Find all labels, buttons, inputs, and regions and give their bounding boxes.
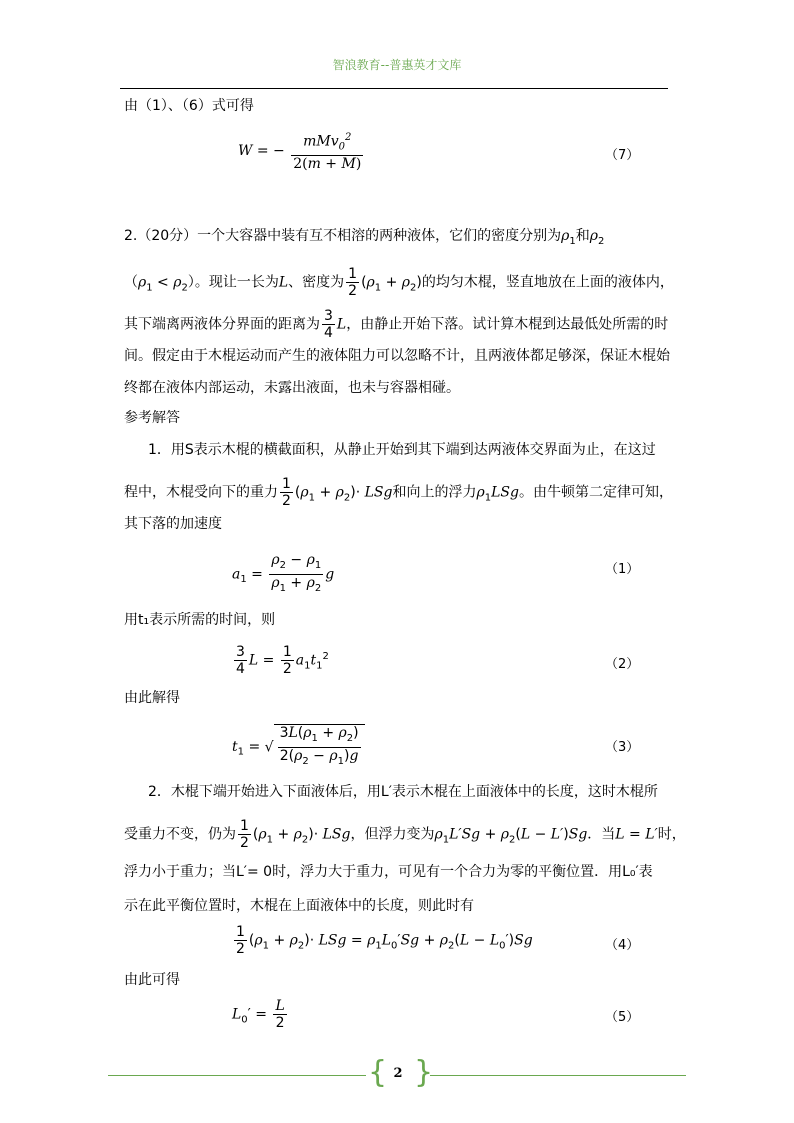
section1-line-2: 程中，木棍受向下的重力 $\frac{1}{2}$ $(\rho_1 + \rho_2)\cdot$ LSg和向上的浮力$\rho_1LSg$。由牛顿第二定律可知， [124, 476, 673, 509]
equation-3-number: （3） [605, 740, 640, 755]
problem-line-1: 2.（20分）一个大容器中装有互不相溶的两种液体，它们的密度分别为$\rho_1$和$\rho_2$ [124, 228, 605, 247]
problem-line-5: 终都在液体内部运动，未露出液面，也未与容器相碰。 [124, 380, 460, 396]
equation-7-number: （7） [605, 148, 640, 163]
footer-bracket-left: { [368, 1055, 388, 1090]
header-rule [120, 88, 668, 89]
answer-heading: 参考解答 [124, 410, 180, 426]
equation-4-number: （4） [605, 938, 640, 953]
problem-line-2: $(\rho_1 < \rho_2)$。现让一长为L、密度为 $\frac{1}{2}$ $(\rho_1 + \rho_2)$的均匀木棍，竖直地放在上面的液体内， [124, 266, 674, 299]
footer-bracket-right: } [414, 1055, 434, 1090]
equation-2: $\frac{3}{4}$ L = $\frac{1}{2}$ $a_1t_1^2$ [236, 644, 329, 677]
equation-1-number: （1） [605, 562, 640, 577]
footer-rule-left [108, 1075, 366, 1076]
hence-text: 由此可得 [124, 972, 180, 988]
solve-text: 由此解得 [124, 690, 180, 706]
equation-5: $L_0'$ = $\frac{L}{2}$ [232, 998, 285, 1031]
section2-line-3: 浮力小于重力；当L′= 0时，浮力大于重力，可见有一个合力为零的平衡位置．用L₀′表 [124, 864, 653, 880]
section1-line-3: 其下落的加速度 [124, 516, 222, 532]
equation-3: $t_1$ = √ $\frac{3L(\rho_1 + \rho_2)}{2(\rho_2 - \rho_1)g}$ [232, 724, 365, 770]
section2-line-4: 示在此平衡位置时，木棍在上面液体中的长度，则此时有 [124, 898, 474, 914]
equation-4: $\frac{1}{2}$ $(\rho_1 + \rho_2)\cdot$ LSg = $\rho_1L_0'Sg + \rho_2(L - L_0')Sg$ [236, 924, 533, 957]
section2-line-1: 2．木棍下端开始进入下面液体后，用L′表示木棍在上面液体中的长度，这时木棍所 [148, 784, 658, 800]
section2-line-2: 受重力不变，仍为 $\frac{1}{2}$ $(\rho_1 + \rho_2)\cdot$ LSg，但浮力变为$\rho_1L'Sg + \rho_2(L - L')Sg$．当L = L′时， [124, 818, 686, 851]
equation-1: $a_1$ = $\frac{\rho_2 - \rho_1}{\rho_1 + \rho_2}$ g [232, 552, 335, 594]
problem-line-4: 间。假定由于木棍运动而产生的液体阻力可以忽略不计，且两液体都足够深，保证木棍始 [124, 348, 670, 364]
section1-line-1: 1．用S表示木棍的横截面积，从静止开始到其下端到达两液体交界面为止，在这过 [148, 442, 656, 458]
equation-2-number: （2） [605, 657, 640, 672]
equation-5-number: （5） [605, 1010, 640, 1025]
header-brand: 智浪教育--普惠英才文库 [332, 58, 462, 72]
footer-rule-right [430, 1075, 686, 1076]
t1-text: 用t₁表示所需的时间，则 [124, 612, 276, 628]
equation-7: W = − $\frac{mMv_0^2}{2(m + M)}$ [238, 132, 362, 173]
problem-line-3: 其下端离两液体分界面的距离为 $\frac{3}{4}$ L，由静止开始下落。试计算木棍到达最低处所需的时 [124, 308, 669, 341]
page-number: 2 [393, 1066, 403, 1081]
intro-text: 由（1）、（6）式可得 [124, 98, 254, 114]
